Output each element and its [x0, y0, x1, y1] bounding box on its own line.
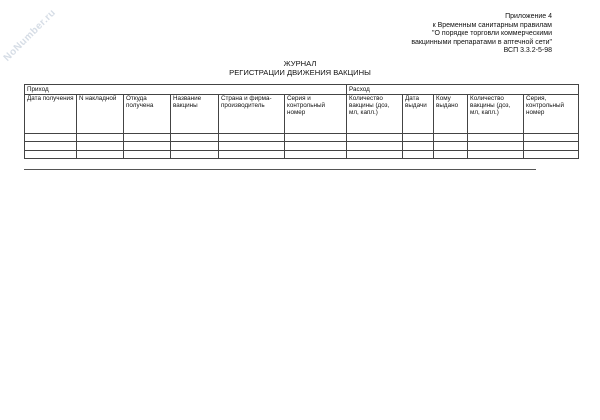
- table-cell: [403, 150, 434, 159]
- annex-reference: "О порядке торговли коммерческими: [432, 30, 552, 38]
- watermark: NoNumber.ru: [1, 7, 59, 64]
- group-income: Приход: [25, 85, 347, 95]
- table-cell: [171, 150, 219, 159]
- table-cell: [524, 150, 579, 159]
- table-cell: [524, 142, 579, 151]
- group-expense: Расход: [347, 85, 579, 95]
- table-cell: [219, 142, 285, 151]
- footer-rule: [24, 169, 536, 170]
- table-cell: [347, 133, 403, 142]
- group-header-row: [25, 85, 579, 95]
- table-row: [25, 142, 579, 151]
- col-received-quantity: Количество вакцины (доз, мл, капл.): [347, 94, 403, 133]
- table-cell: [524, 133, 579, 142]
- document-title: [0, 60, 600, 77]
- table-cell: [347, 142, 403, 151]
- table-cell: [219, 150, 285, 159]
- table-row: [25, 133, 579, 142]
- table-cell: [468, 150, 524, 159]
- annex-reference: к Временным санитарным правилам: [432, 21, 552, 29]
- table-cell: [77, 150, 124, 159]
- col-issued-quantity: Количество вакцины (доз, мл, капл.): [468, 94, 524, 133]
- col-received-from: Откуда получена: [124, 94, 171, 133]
- table-cell: [285, 142, 347, 151]
- title-line: ЖУРНАЛ: [283, 59, 317, 68]
- col-issued-series: Серия, контрольный номер: [524, 94, 579, 133]
- annex-note: [411, 13, 552, 56]
- table-cell: [434, 133, 468, 142]
- table-cell: [171, 142, 219, 151]
- title-line: РЕГИСТРАЦИИ ДВИЖЕНИЯ ВАКЦИНЫ: [229, 67, 371, 77]
- table-cell: [347, 150, 403, 159]
- table-row: [25, 150, 579, 159]
- table-cell: [171, 133, 219, 142]
- annex-code: ВСП 3.3.2-5-98: [503, 47, 552, 55]
- table-cell: [25, 142, 77, 151]
- annex-reference: вакцинными препаратами в аптечной сети": [411, 38, 552, 46]
- col-receipt-date: Дата получения: [25, 94, 77, 133]
- table-cell: [468, 133, 524, 142]
- col-invoice-number: N накладной: [77, 94, 124, 133]
- annex-number: Приложение 4: [505, 13, 552, 20]
- table-cell: [403, 142, 434, 151]
- table-cell: [124, 133, 171, 142]
- table-cell: [219, 133, 285, 142]
- col-vaccine-name: Название вакцины: [171, 94, 219, 133]
- table-cell: [285, 133, 347, 142]
- table-cell: [468, 142, 524, 151]
- table-cell: [25, 133, 77, 142]
- col-series-control-number: Серия и контрольный номер: [285, 94, 347, 133]
- table-cell: [434, 150, 468, 159]
- table-cell: [403, 133, 434, 142]
- column-header-row: [25, 94, 579, 133]
- col-issued-to: Кому выдано: [434, 94, 468, 133]
- journal-table: [24, 84, 579, 159]
- table-cell: [434, 142, 468, 151]
- table-cell: [77, 142, 124, 151]
- col-country-manufacturer: Страна и фирма-производитель: [219, 94, 285, 133]
- table-cell: [25, 150, 77, 159]
- col-issue-date: Дата выдачи: [403, 94, 434, 133]
- table-cell: [124, 142, 171, 151]
- table-cell: [77, 133, 124, 142]
- table-cell: [285, 150, 347, 159]
- table-cell: [124, 150, 171, 159]
